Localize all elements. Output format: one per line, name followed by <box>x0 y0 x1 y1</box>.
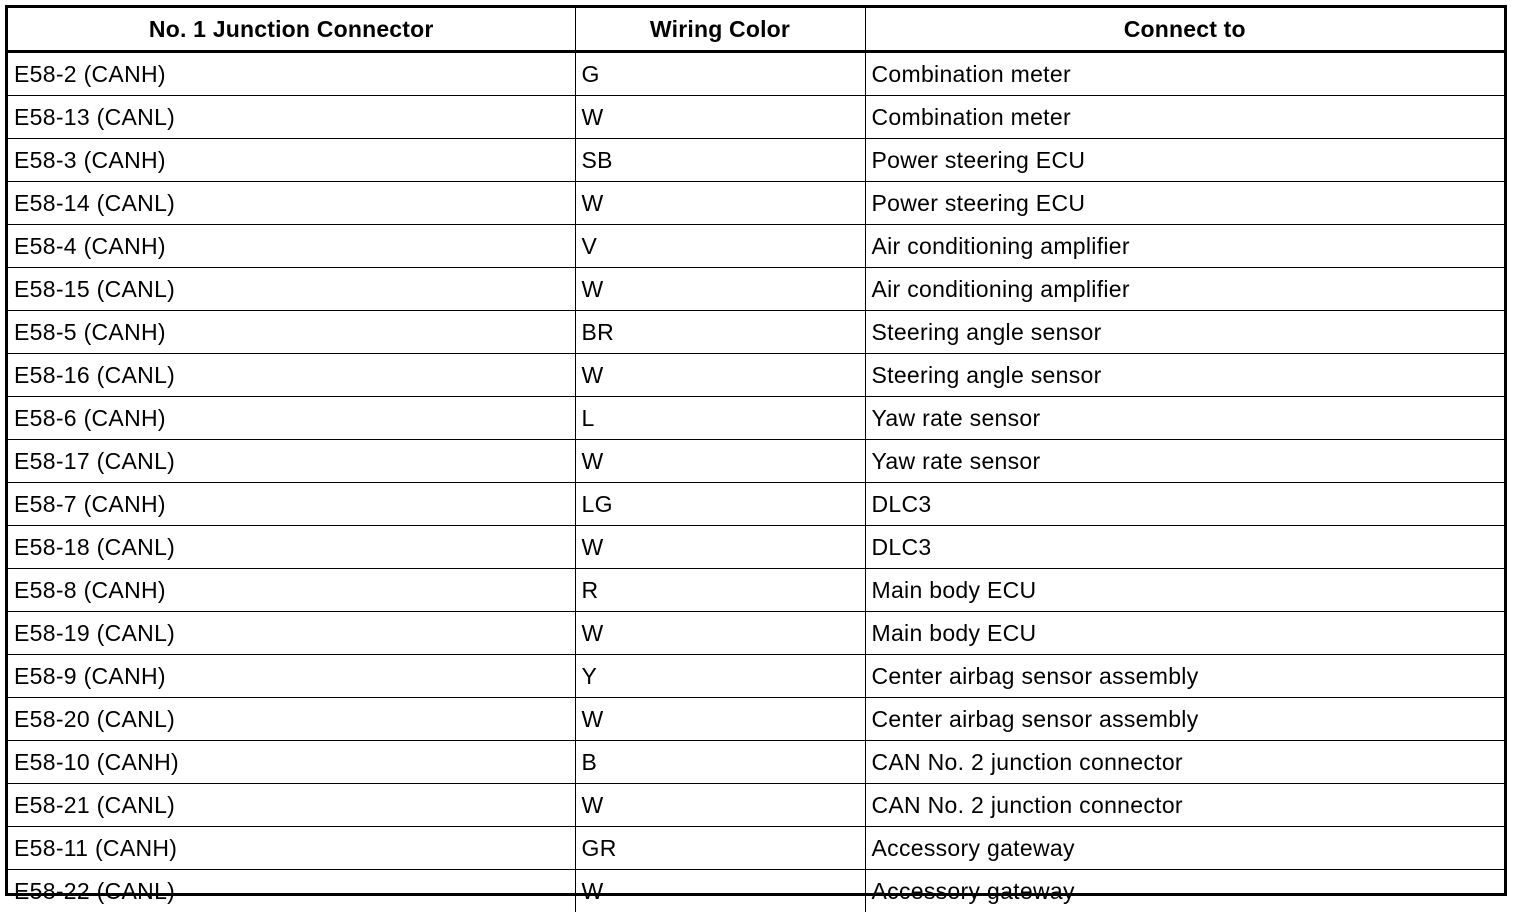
cell-connect-to: Center airbag sensor assembly <box>865 655 1504 698</box>
cell-wiring-color: W <box>575 182 865 225</box>
table-row <box>8 483 1504 526</box>
cell-connect-to: Yaw rate sensor <box>865 440 1504 483</box>
cell-connector-pin: E58-13 (CANL) <box>8 96 575 139</box>
cell-connector-pin: E58-19 (CANL) <box>8 612 575 655</box>
cell-connect-to: CAN No. 2 junction connector <box>865 784 1504 827</box>
cell-connect-to: Power steering ECU <box>865 139 1504 182</box>
cell-wiring-color: BR <box>575 311 865 354</box>
cell-wiring-color: W <box>575 784 865 827</box>
cell-wiring-color: W <box>575 440 865 483</box>
cell-connect-to: Center airbag sensor assembly <box>865 698 1504 741</box>
cell-connector-pin: E58-16 (CANL) <box>8 354 575 397</box>
header-wiring-color: Wiring Color <box>575 8 865 52</box>
cell-connector-pin: E58-11 (CANH) <box>8 827 575 870</box>
table-row <box>8 526 1504 569</box>
table-row <box>8 655 1504 698</box>
cell-connector-pin: E58-14 (CANL) <box>8 182 575 225</box>
cell-connector-pin: E58-15 (CANL) <box>8 268 575 311</box>
cell-connect-to: Combination meter <box>865 96 1504 139</box>
cell-connect-to: Power steering ECU <box>865 182 1504 225</box>
table-row <box>8 784 1504 827</box>
table-row <box>8 612 1504 655</box>
cell-connector-pin: E58-6 (CANH) <box>8 397 575 440</box>
cell-connector-pin: E58-2 (CANH) <box>8 52 575 96</box>
cell-wiring-color: GR <box>575 827 865 870</box>
table-row <box>8 311 1504 354</box>
cell-connect-to: Steering angle sensor <box>865 354 1504 397</box>
table-row <box>8 397 1504 440</box>
cell-connector-pin: E58-9 (CANH) <box>8 655 575 698</box>
cell-wiring-color: L <box>575 397 865 440</box>
table-row <box>8 52 1504 96</box>
cell-wiring-color: W <box>575 526 865 569</box>
cell-connector-pin: E58-7 (CANH) <box>8 483 575 526</box>
cell-connector-pin: E58-8 (CANH) <box>8 569 575 612</box>
cell-wiring-color: W <box>575 698 865 741</box>
cell-wiring-color: W <box>575 870 865 912</box>
cell-connect-to: Air conditioning amplifier <box>865 268 1504 311</box>
junction-connector-table <box>8 8 1504 912</box>
cell-wiring-color: W <box>575 354 865 397</box>
cell-connect-to: Steering angle sensor <box>865 311 1504 354</box>
cell-wiring-color: LG <box>575 483 865 526</box>
cell-connector-pin: E58-3 (CANH) <box>8 139 575 182</box>
cell-connector-pin: E58-17 (CANL) <box>8 440 575 483</box>
cell-wiring-color: W <box>575 268 865 311</box>
table-row <box>8 741 1504 784</box>
table-row <box>8 96 1504 139</box>
cell-connector-pin: E58-5 (CANH) <box>8 311 575 354</box>
table-row <box>8 698 1504 741</box>
table-row <box>8 569 1504 612</box>
table-row <box>8 354 1504 397</box>
junction-connector-table-frame <box>5 5 1507 896</box>
cell-connector-pin: E58-22 (CANL) <box>8 870 575 912</box>
table-row <box>8 870 1504 912</box>
cell-connect-to: Combination meter <box>865 52 1504 96</box>
table-row <box>8 268 1504 311</box>
cell-wiring-color: SB <box>575 139 865 182</box>
cell-wiring-color: G <box>575 52 865 96</box>
cell-connector-pin: E58-21 (CANL) <box>8 784 575 827</box>
cell-connect-to: DLC3 <box>865 526 1504 569</box>
table-row <box>8 139 1504 182</box>
cell-wiring-color: V <box>575 225 865 268</box>
table-row <box>8 440 1504 483</box>
cell-connect-to: Accessory gateway <box>865 827 1504 870</box>
cell-connector-pin: E58-18 (CANL) <box>8 526 575 569</box>
cell-connect-to: Main body ECU <box>865 612 1504 655</box>
cell-connector-pin: E58-10 (CANH) <box>8 741 575 784</box>
cell-connect-to: Yaw rate sensor <box>865 397 1504 440</box>
header-connect-to: Connect to <box>865 8 1504 52</box>
cell-wiring-color: Y <box>575 655 865 698</box>
header-junction-connector: No. 1 Junction Connector <box>8 8 575 52</box>
cell-connect-to: DLC3 <box>865 483 1504 526</box>
table-row <box>8 827 1504 870</box>
cell-connect-to: Air conditioning amplifier <box>865 225 1504 268</box>
header-row <box>8 8 1504 52</box>
table-row <box>8 182 1504 225</box>
table-row <box>8 225 1504 268</box>
cell-connect-to: CAN No. 2 junction connector <box>865 741 1504 784</box>
cell-wiring-color: B <box>575 741 865 784</box>
cell-wiring-color: R <box>575 569 865 612</box>
cell-connect-to: Main body ECU <box>865 569 1504 612</box>
cell-wiring-color: W <box>575 612 865 655</box>
cell-connector-pin: E58-20 (CANL) <box>8 698 575 741</box>
cell-wiring-color: W <box>575 96 865 139</box>
cell-connect-to: Accessory gateway <box>865 870 1504 912</box>
cell-connector-pin: E58-4 (CANH) <box>8 225 575 268</box>
